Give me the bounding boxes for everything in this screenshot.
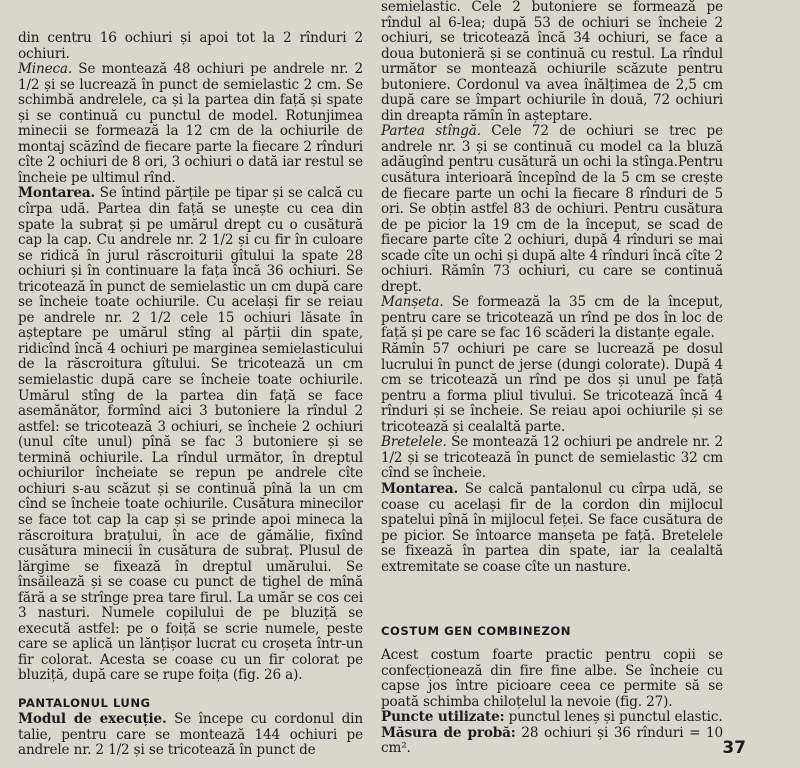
montarea-text-right: Se calcă pantalonul cu cîrpa udă, se coase cu același fir de la cordon din mijlocul spatelui pînă în mijlocul feței. Se face cusătura de pe picior. Se întoarce manșeta pe față. Bretelele se fixează în partea din spate, iar la cealaltă extremitate se coase cîte un nasture. <box>381 480 723 575</box>
executie-paragraph <box>18 712 363 759</box>
right-bottom <box>381 648 723 757</box>
executie-label: Modul de execuție. <box>18 711 167 727</box>
left-column <box>18 0 363 684</box>
montarea-text-left: Se întind părțile pe tipar și se calcă cu cîrpa udă. Partea din față se unește cu cea din spate la subraț și pe umărul drept cu o cusătură cap la cap. Cu andrele nr. 2 1/2 și cu fir în culoare se ridică în jurul răscroiturii gîtului la spate 28 ochiuri și în continuare la fața încă 36 ochiuri. Se tricotează în punct de semielastic un cm după care se încheie toate ochiurile. Cu același fir se reiau pe andrele nr. 2 1/2 cele 15 ochiuri lăsate în așteptare pe umărul stîng al părții din spate, ridicînd încă 4 ochiuri pe marginea semielasticului de la răscroitura gîtului. Se tricotează un cm semielastic după care se încheie toate ochiurile. Umărul stîng de la partea din față se face asemănător, formînd aici 3 butoniere la rîndul 2 astfel: se tricotează 3 ochiuri, se încheie 2 ochiuri (unul cîte unul) pînă se fac 3 butoniere și se termină ochiurile. La rîndul următor, în dreptul ochiurilor încheiate se repun pe andrele cîte ochiuri s-au scăzut și se continuă pînă la un cm cînd se încheie toate ochiurile. Cusătura minecilor se face tot cap la cap și se prinde apoi mineca la răscroitura brațului, în ace de gămălie, fixînd cusătura minecii în cusătura de subraț. Plusul de lărgime se fixează în dreptul umărului. Se însăilează și se coase cu punct de tighel de mînă fără a se strînge prea tare firul. La umăr se cos cei 3 nasturi. Numele copilului de pe bluziță se execută astfel: pe o foiță se scrie numele, peste care se aplică un lănțișor lucrat cu croșeta într-un fir colorat. Acesta se coase cu un fir colorat pe bluziță, după care se rupe foița (fig. 26 a). <box>18 185 363 684</box>
manseta-text: Se formează la 35 cm de la început, pentru care se tricotează un rînd pe dos în loc de față și pe care se fac 16 scăderi la distanțe egale. <box>381 294 723 342</box>
stanga-paragraph <box>381 124 723 295</box>
manseta-label: Manșeta. <box>381 294 444 311</box>
left-bottom <box>18 712 363 759</box>
heading-pantalonul-lung: PANTALONUL LUNG <box>18 696 151 710</box>
mineca-text: Se montează 48 ochiuri pe andrele nr. 2 1/2 și se lucrează în punct de semielastic 2 cm. Se schimbă andrelele, ca și la partea din față și spate și se continuă cu punctul de model. Rotunjimea minecii se formează la 12 cm de la ochiurile de montaj scăzînd de fiecare parte la fiecare 2 rînduri cîte 2 ochiuri de 8 ori, 3 ochiuri o dată iar restul se încheie pe ultimul rînd. <box>18 61 363 186</box>
page-number: 37 <box>722 738 746 758</box>
heading-costum-gen-combinezon: COSTUM GEN COMBINEZON <box>381 624 571 638</box>
masura-text: 28 ochiuri și 36 rînduri = 10 cm². <box>381 724 723 757</box>
puncte-paragraph <box>381 710 723 726</box>
bretele-paragraph <box>381 435 723 482</box>
stanga-label: Partea stîngă. <box>381 123 481 140</box>
puncte-text: punctul leneș și punctul elastic. <box>504 709 723 726</box>
semielastic-paragraph: semielastic. Cele 2 butoniere se formează pe rîndul al 6-lea; după 53 de ochiuri se încheie 2 ochiuri, se tricotează încă 34 ochiuri, se face a doua butonieră și se continuă cu restul. La rîndul următor se montează ochiurile scăzute pentru butoniere. Cordonul va avea înălțimea de 2,5 cm după care se împart ochiurile în două, 72 ochiuri din dreapta rămîn în așteptare. <box>381 0 723 124</box>
mineca-paragraph <box>18 62 363 186</box>
bretele-label: Bretelele. <box>381 434 447 451</box>
puncte-label: Puncte utilizate: <box>381 709 505 726</box>
executie-text: Se începe cu cordonul din talie, pentru care se montează 144 ochiuri pe andrele nr. 2 1/2 și se tricotează în punct de <box>18 711 363 759</box>
montarea-paragraph-left <box>18 186 363 684</box>
left-intro: din centru 16 ochiuri și apoi tot la 2 rînduri 2 ochiuri. <box>18 30 363 62</box>
mineca-label: Mineca. <box>18 61 73 78</box>
stanga-text: Cele 72 de ochiuri se trec pe andrele nr. 3 și se continuă cu model ca la bluză adăugînd pentru cusătură un ochi la stînga.Pentru cusătura interioară începînd de la 5 cm se crește de fiecare parte un ochi la fiecare 8 rînduri de 5 ori. Se obțin astfel 83 de ochiuri. Pentru cusătura de pe picior la 19 cm de la început, se scad de fiecare parte cîte 2 ochiuri, după 4 rînduri se mai scade cîte un ochi și după alte 4 rînduri încă cîte 2 ochiuri. Rămîn 73 ochiuri, cu care se continuă drept. <box>381 123 723 295</box>
right-column <box>381 0 723 575</box>
montarea-label-left: Montarea. <box>18 185 96 202</box>
montarea-paragraph-right <box>381 482 723 575</box>
costum-paragraph: Acest costum foarte practic pentru copii se confecționează din fire fine albe. Se încheie cu capse jos între picioare ceea ce permite să se poată schimba chiloțelul la nevoie (fig. 27). <box>381 647 723 710</box>
bretele-text: Se montează 12 ochiuri pe andrele nr. 2 1/2 și se tricotează în punct de semielastic 32 cm cînd se încheie. <box>381 434 723 482</box>
masura-label: Măsura de probă: <box>381 724 516 741</box>
masura-paragraph <box>381 726 723 757</box>
raman-paragraph: Rămîn 57 ochiuri pe care se lucrează pe dosul lucrului în punct de jerse (dungi colorate). După 4 cm se tricotează un rînd pe dos și unul pe față pentru a forma pliul tivului. Se tricotează încă 4 rînduri și se încheie. Se reiau apoi ochiurile și se tricotează și cealaltă parte. <box>381 341 723 435</box>
montarea-label-right: Montarea. <box>381 480 459 497</box>
manseta-paragraph <box>381 295 723 342</box>
